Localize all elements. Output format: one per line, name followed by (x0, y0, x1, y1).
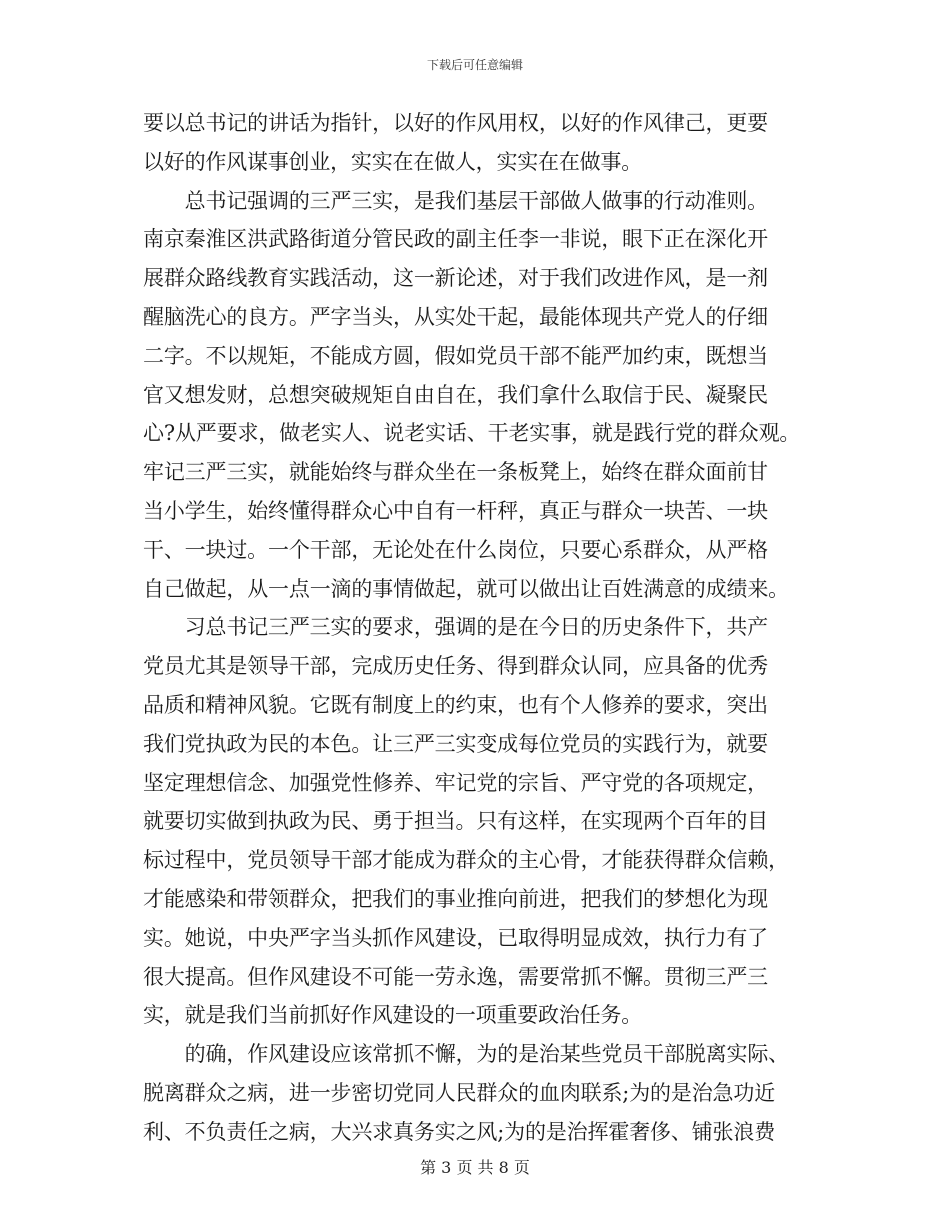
text-line: 当小学生，始终懂得群众心中自有一杆秤，真正与群众一块苦、一块 (143, 498, 768, 523)
text-line: 展群众路线教育实践活动，这一新论述，对于我们改进作风，是一剂 (143, 266, 768, 291)
text-line: 南京秦淮区洪武路街道分管民政的副主任李一非说，眼下正在深化开 (143, 227, 768, 252)
text-line: 二字。不以规矩，不能成方圆，假如党员干部不能严加约束，既想当 (143, 343, 768, 368)
text-line: 利、不负责任之病，大兴求真务实之风;为的是治挥霍奢侈、铺张浪费 (143, 1119, 776, 1144)
text-line: 醒脑洗心的良方。严字当头，从实处干起，最能体现共产党人的仔细 (143, 304, 768, 329)
text-line: 习总书记三严三实的要求，强调的是在今日的历史条件下，共产 (143, 615, 768, 640)
text-line: 官又想发财，总想突破规矩自由自在，我们拿什么取信于民、凝聚民 (143, 382, 768, 407)
text-line: 实。她说，中央严字当头抓作风建设，已取得明显成效，执行力有了 (143, 925, 768, 950)
text-line: 要以总书记的讲话为指针，以好的作风用权，以好的作风律己，更要 (143, 111, 768, 135)
text-line: 很大提高。但作风建设不可能一劳永逸，需要常抓不懈。贯彻三严三 (143, 964, 768, 989)
text-line: 标过程中，党员领导干部才能成为群众的主心骨，才能获得群众信赖， (143, 848, 789, 873)
text-line: 党员尤其是领导干部，完成历史任务、得到群众认同，应具备的优秀 (143, 654, 768, 679)
text-line: 自己做起，从一点一滴的事情做起，就可以做出让百姓满意的成绩来。 (143, 576, 789, 601)
page-footer: 第 3 页 共 8 页 (420, 1158, 530, 1177)
text-line: 干、一块过。一个干部，无论处在什么岗位，只要心系群众，从严格 (143, 537, 768, 562)
page-header: 下载后可任意编辑 (426, 58, 523, 72)
text-line: 脱离群众之病，进一步密切党同人民群众的血肉联系;为的是治急功近 (143, 1080, 776, 1105)
text-line: 以好的作风谋事创业，实实在在做人，实实在在做事。 (143, 149, 642, 174)
text-line: 就要切实做到执政为民、勇于担当。只有这样，在实现两个百年的目 (143, 809, 768, 834)
text-line: 我们党执政为民的本色。让三严三实变成每位党员的实践行为，就要 (143, 731, 768, 756)
text-line: 心?从严要求，做老实人、说老实话、干老实事，就是践行党的群众观。 (143, 421, 801, 446)
text-line: 才能感染和带领群众，把我们的事业推向前进，把我们的梦想化为现 (143, 886, 768, 911)
text-line: 实，就是我们当前抓好作风建设的一项重要政治任务。 (143, 1003, 642, 1028)
document-body (143, 104, 823, 1152)
text-line: 牢记三严三实，就能始终与群众坐在一条板凳上，始终在群众面前甘 (143, 460, 768, 485)
text-line: 的确，作风建设应该常抓不懈，为的是治某些党员干部脱离实际、 (143, 1042, 789, 1067)
text-line: 坚定理想信念、加强党性修养、牢记党的宗旨、严守党的各项规定， (143, 770, 768, 795)
text-line: 品质和精神风貌。它既有制度上的约束，也有个人修养的要求，突出 (143, 692, 768, 717)
text-line: 总书记强调的三严三实，是我们基层干部做人做事的行动准则。 (143, 188, 768, 213)
